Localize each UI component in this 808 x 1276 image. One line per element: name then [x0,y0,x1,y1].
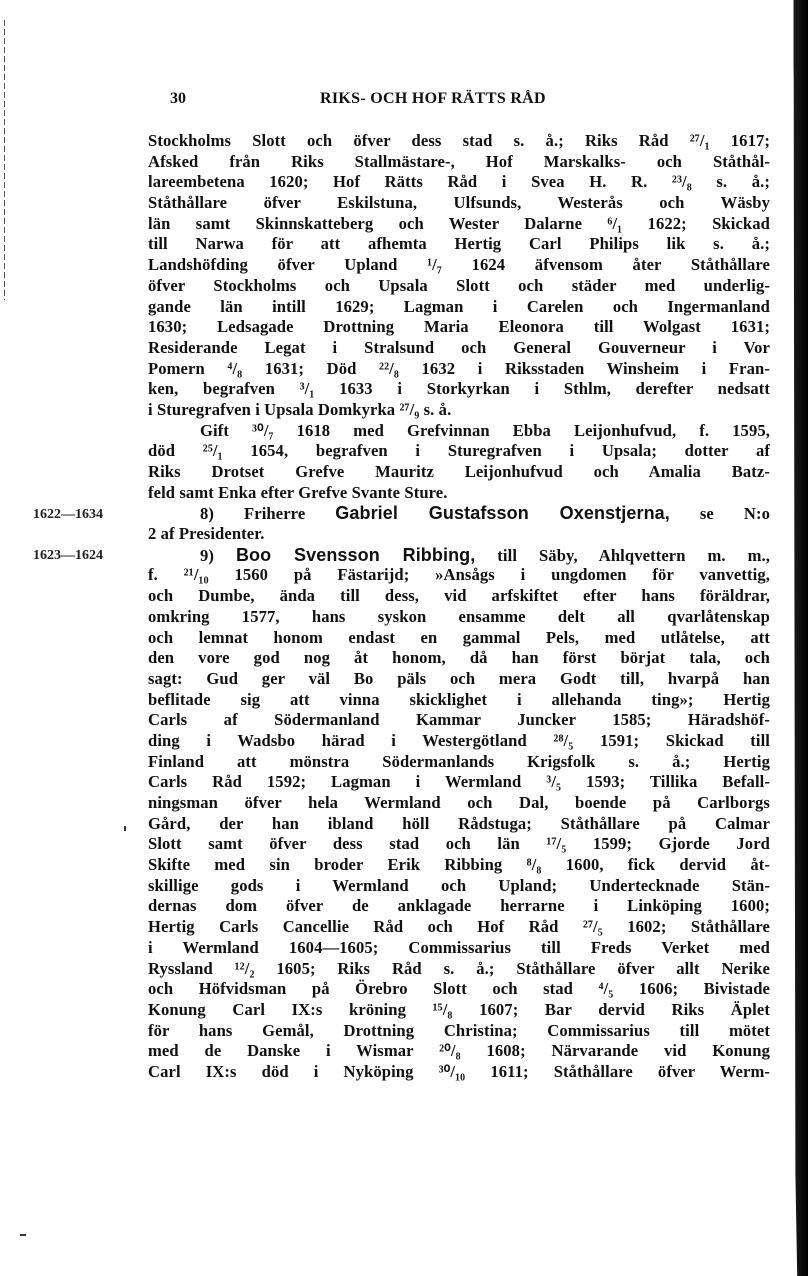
text-run: Ståthållare öfver Eskilstuna, Ulfsunds, Westerås och Wäsby [148,193,770,213]
text-line [148,1041,770,1062]
text-run: sagt: Gud ger väl Bo päls och mera Godt till, hvarpå han [148,668,770,688]
text-run: död ²⁵/₁ 1654, begrafven i Sturegrafven i Upsala; dotter af [148,441,770,461]
text-line [148,462,770,483]
text-run: Slott samt öfver dess stad och län ¹⁷/₅ 1599; Gjorde Jord [148,834,770,854]
text-run: Carl IX:s död i Nyköping ³⁰/₁₀ 1611; Ståthållare öfver Werm- [148,1061,770,1081]
text-line [148,441,770,462]
text-line [148,752,770,773]
text-run: Landshöfding öfver Upland ¹/₇ 1624 äfvensom åter Ståthållare [148,255,770,275]
text-run: f. ²¹/₁₀ 1560 på Fästarijd; »Ansågs i ungdomen för vanvettig, [148,565,770,585]
text-run: Afsked från Riks Stallmästare-, Hof Marskalks- och Ståthål- [148,151,770,171]
page-number: 30 [170,90,186,107]
text-line [148,855,770,876]
text-line [148,917,770,938]
text-run: och Höfvidsman på Örebro Slott och stad ⁴/₅ 1606; Bivistade [148,979,770,999]
text-run: skillige gods i Wermland och Upland; Undertecknade Stän- [148,875,770,895]
text-run: Carls af Södermanland Kammar Juncker 1585; Häradshöf- [148,710,770,730]
text-line [148,193,770,214]
text-line [148,338,770,359]
text-line [148,938,770,959]
text-run: gande län intill 1629; Lagman i Carelen och Ingermanland [148,296,770,316]
scan-speck [124,826,126,831]
text-run: Gård, der han ibland höll Rådstuga; Ståthållare på Calmar [148,813,770,833]
text-line [148,297,770,318]
text-line [148,1062,770,1083]
text-run: Hertig Carls Cancellie Råd och Hof Råd ²⁷/₅ 1602; Ståthållare [148,917,770,937]
text-run: Gift ³⁰/₇ 1618 med Grefvinnan Ebba Leijonhufvud, f. 1595, [200,420,770,440]
text-line [148,814,770,835]
margin-date-range: 1623—1624 [33,548,103,563]
text-line [148,255,770,276]
text-run: och lemnat honom endast en gammal Pels, med utlåtelse, att [148,627,770,647]
text-run: Ryssland ¹²/₂ 1605; Riks Råd s. å.; Ståthållare öfver allt Nerike [148,958,770,978]
text-run: 1630; Ledsagade Drottning Maria Eleonora till Wolgast 1631; [148,317,770,337]
text-run: lareembetena 1620; Hof Rätts Råd i Svea H. R. ²³/₈ s. å.; [148,172,770,192]
text-line [148,959,770,980]
text-run: den vore god nog åt honom, då han först börjat tala, och [148,648,770,668]
text-run: Stockholms Slott och öfver dess stad s. å.; Riks Råd ²⁷/₁ 1617; [148,131,770,150]
text-run: ken, begrafven ³/₁ 1633 i Storkyrkan i Sthlm, derefter nedsatt [148,379,770,399]
text-line [148,131,770,152]
text-run: 8) Friherre [200,504,336,524]
text-line [148,648,770,669]
text-line [148,234,770,255]
person-name: Gabriel Gustafsson Oxenstjerna, [335,503,670,524]
text-line [148,545,770,566]
text-line [148,628,770,649]
text-run: Finland att mönstra Södermanlands Krigsfolk s. å.; Hertig [148,751,770,771]
text-run: Skifte med sin broder Erik Ribbing ⁸/₈ 1600, fick dervid åt- [148,855,770,875]
text-line [148,276,770,297]
text-line [148,214,770,235]
text-line [148,793,770,814]
text-run: Konung Carl IX:s kröning ¹⁵/₈ 1607; Bar dervid Riks Äplet [148,999,770,1019]
text-run: ningsman öfver hela Wermland och Dal, boende på Carlborgs [148,793,770,812]
scan-speck [20,1234,26,1236]
text-line [148,152,770,173]
text-run: se N:o [669,504,770,524]
text-line [148,586,770,607]
text-run: till Narwa för att afhemta Hertig Carl Philips lik s. å.; [148,234,770,254]
person-name: Boo Svensson Ribbing, [235,544,476,565]
text-line [148,421,770,442]
text-run: Riks Drotset Grefve Mauritz Leijonhufvud och Amalia Batz- [148,462,770,481]
text-line [148,690,770,711]
text-line [148,1000,770,1021]
text-run: beflitade sig att vinna skicklighet i allehanda ting»; Hertig [148,689,770,709]
text-run: Carls Råd 1592; Lagman i Wermland ³/₅ 1593; Tillika Befall- [148,772,770,792]
text-run: dernas dom öfver de anklagade herrarne i Linköping 1600; [148,896,770,916]
text-line [148,524,770,545]
text-run: öfver Stockholms och Upsala Slott och städer med underlig- [148,275,770,295]
text-line [148,896,770,917]
text-line [148,400,770,421]
running-head [170,90,770,110]
text-run: Residerande Legat i Stralsund och General Gouverneur i Vor [148,337,770,357]
text-line [148,503,770,524]
text-line [148,565,770,586]
text-run: län samt Skinnskatteberg och Wester Dalarne ⁶/₁ 1622; Skickad [148,213,770,233]
text-line [148,359,770,380]
text-line [148,979,770,1000]
text-run: i Sturegrafven i Upsala Domkyrka ²⁷/₉ s. å. [148,399,452,419]
page-edge-left-mark [4,20,5,300]
text-line [148,772,770,793]
text-line [148,731,770,752]
text-line [148,607,770,628]
text-line [148,483,770,504]
margin-date-range: 1622—1634 [33,506,103,522]
text-run: med de Danske i Wismar ²⁰/₈ 1608; Närvarande vid Konung [148,1041,770,1061]
text-line [148,876,770,897]
text-line [148,317,770,338]
running-title: RIKS- OCH HOF RÄTTS RÅD [320,90,546,107]
text-run: 9) [200,545,236,565]
text-run: ding i Wadsbo härad i Westergötland ²⁸/₅ 1591; Skickad till [148,730,770,750]
page-edge-shadow [790,0,808,1276]
text-line [148,710,770,731]
text-run: 2 af Presidenter. [148,524,265,544]
text-line [148,172,770,193]
text-run: omkring 1577, hans syskon ensamme delt all qvarlåtenskap [148,606,770,626]
text-run: till Säby, Ahlqvettern m. m., [475,545,771,565]
text-line [148,669,770,690]
text-run: för hans Gemål, Drottning Christina; Commissarius till mötet [148,1020,770,1040]
text-line [148,379,770,400]
text-run: feld samt Enka efter Grefve Svante Sture. [148,482,448,502]
body-text [148,131,770,1083]
text-line [148,1021,770,1042]
text-run: Pomern ⁴/₈ 1631; Död ²²/₈ 1632 i Riksstaden Winsheim i Fran- [148,358,770,378]
text-run: och Dumbe, ända till dess, vid arfskiftet efter hans föräldrar, [148,586,770,606]
text-line [148,834,770,855]
text-run: i Wermland 1604—1605; Commissarius till Freds Verket med [148,937,770,957]
